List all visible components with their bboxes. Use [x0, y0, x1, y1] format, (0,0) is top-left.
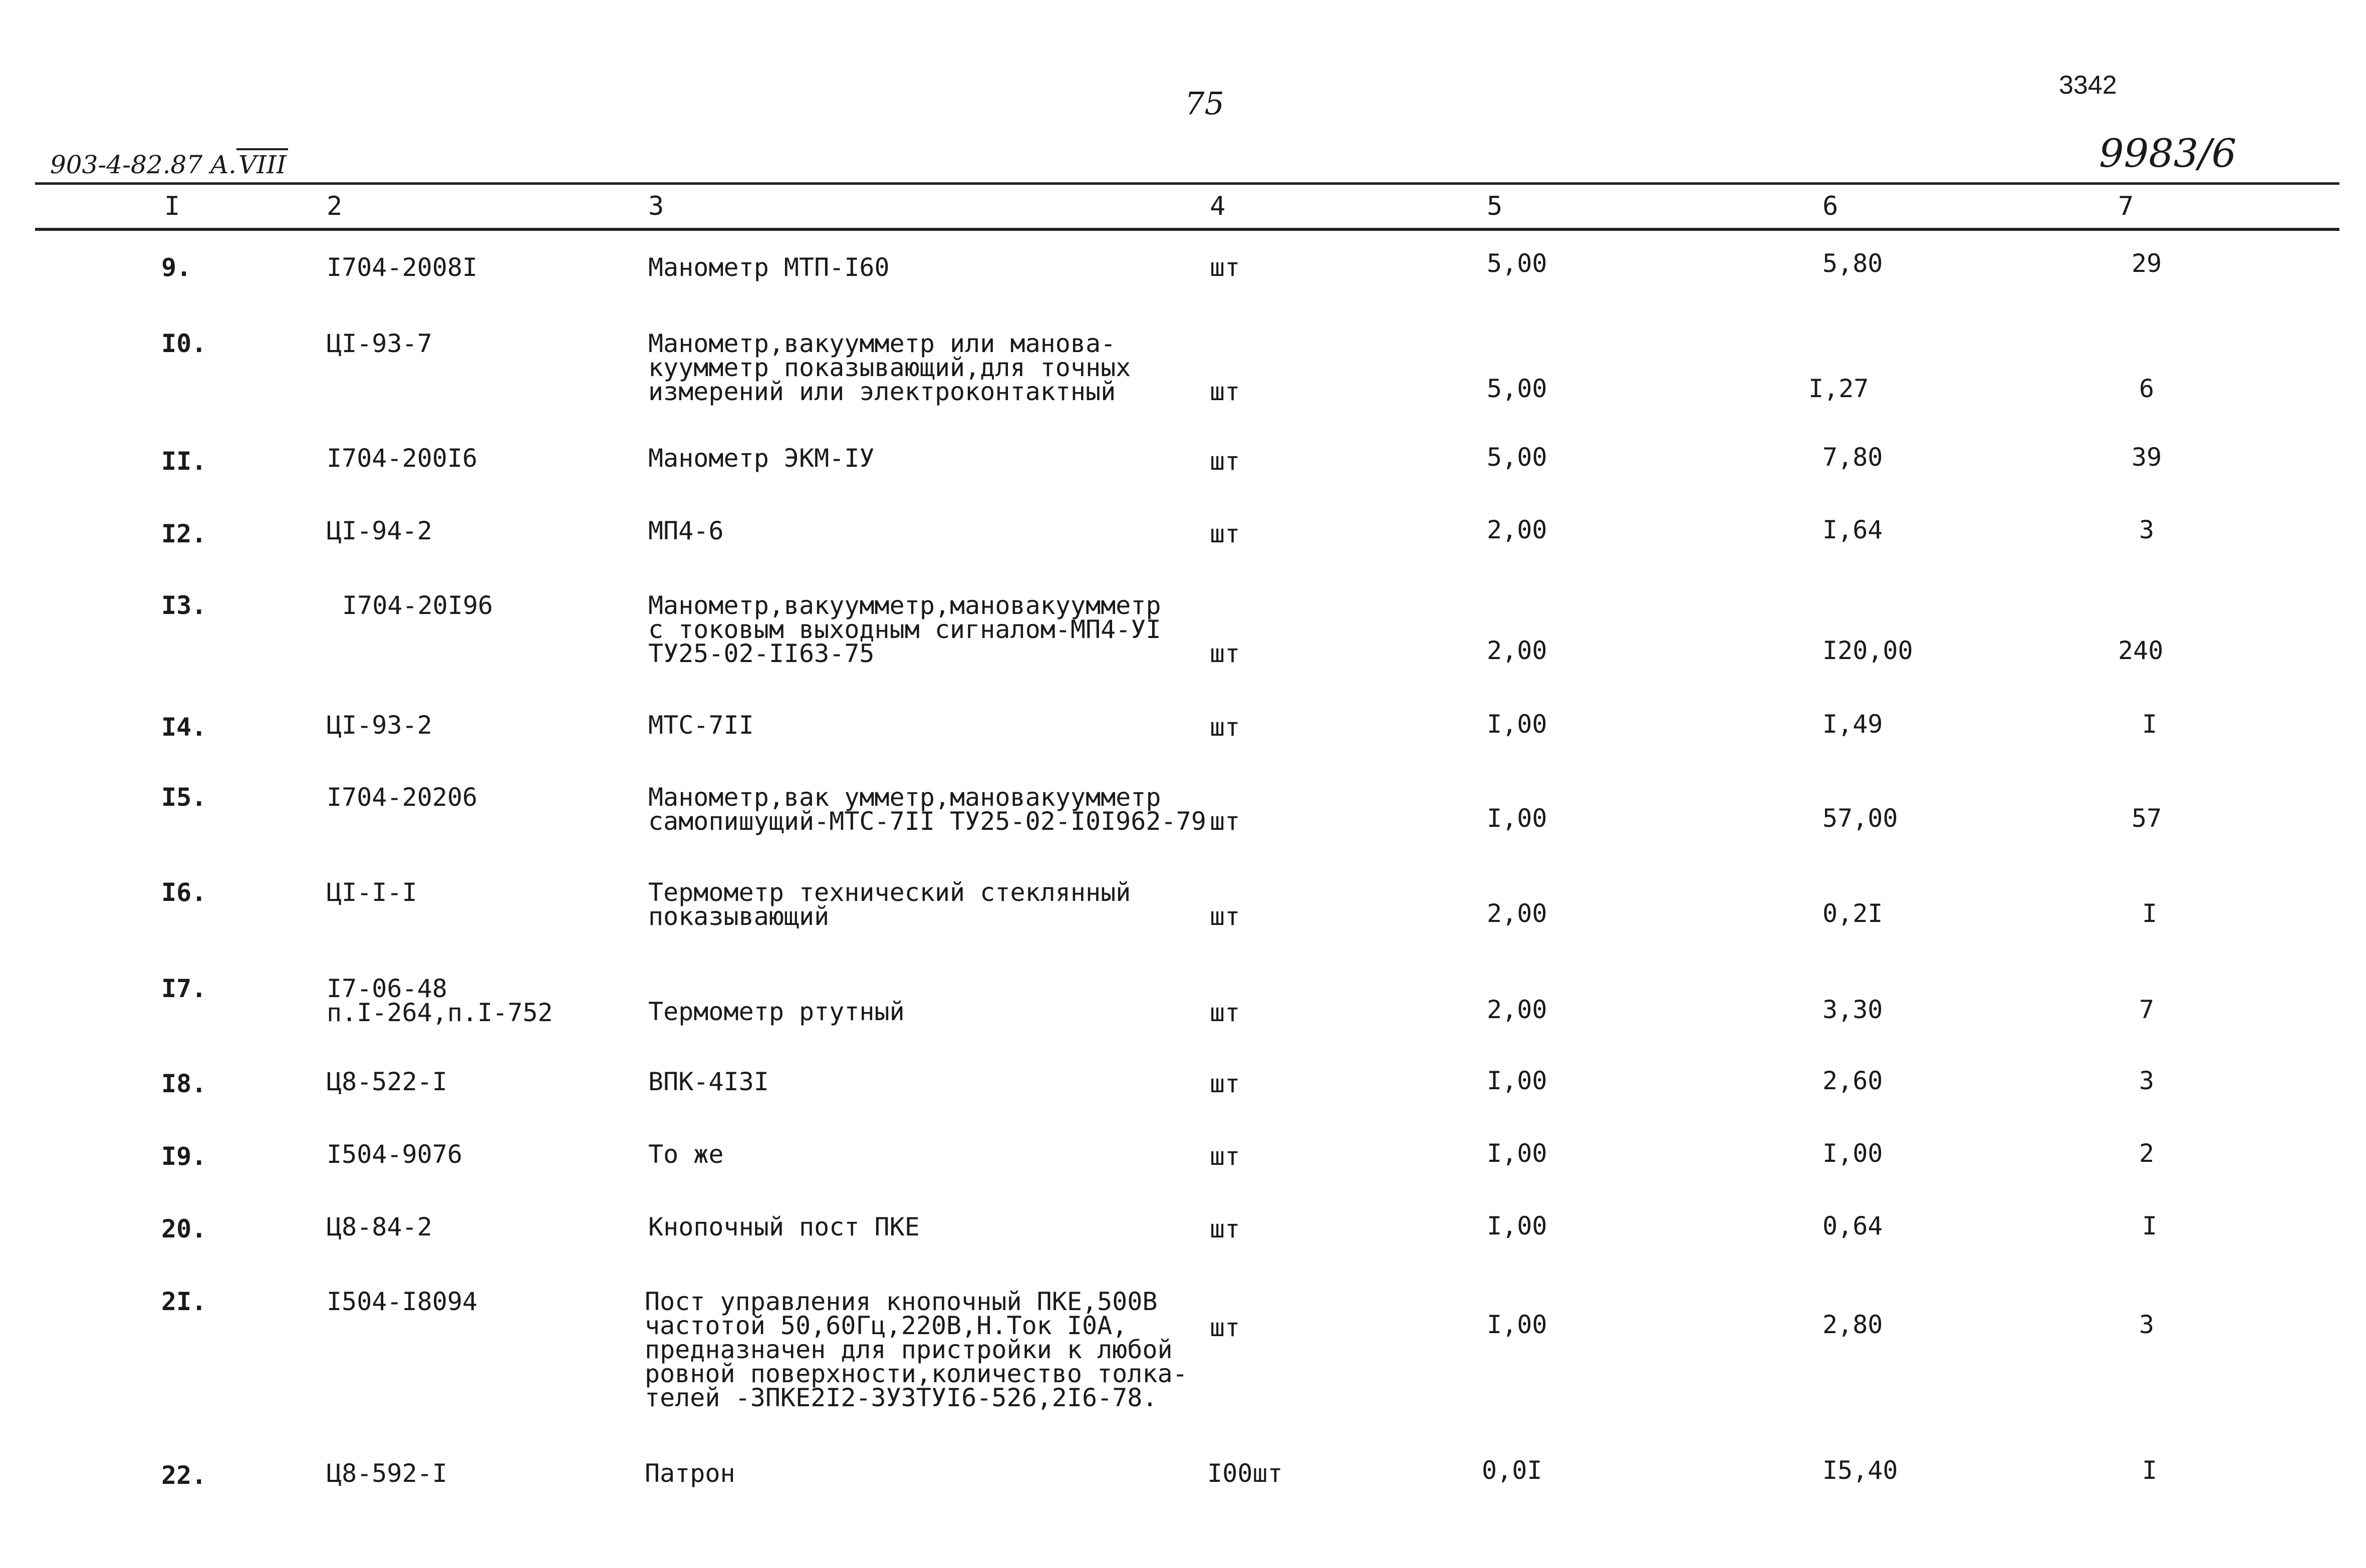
row-quantity: 2,00 — [1487, 995, 1547, 1024]
row-code: ЦI-93-2 — [327, 711, 432, 740]
row-name — [648, 878, 1131, 931]
row-quantity: I,00 — [1487, 1310, 1547, 1339]
row-number: I4. — [161, 713, 207, 742]
table-row — [0, 249, 2366, 285]
row-unit: I00шт — [1207, 1459, 1283, 1488]
row-total: I — [2142, 710, 2158, 739]
row-code-line: п.I-264,п.I-752 — [327, 998, 553, 1027]
document-code — [50, 150, 288, 179]
row-number: II. — [161, 447, 207, 476]
row-name-line: предназначен для пристройки к любой — [645, 1335, 1173, 1364]
row-number: I3. — [161, 591, 207, 620]
row-code: Ц8-84-2 — [327, 1212, 432, 1241]
row-price: 5,80 — [1822, 249, 1883, 278]
row-name-line: измерений или электроконтактный — [648, 377, 1116, 406]
row-number: I5. — [161, 783, 207, 812]
row-code — [327, 974, 553, 1027]
row-quantity: I,00 — [1487, 710, 1547, 739]
row-price: I,49 — [1822, 710, 1883, 739]
row-unit: шт — [1210, 253, 1240, 282]
table-row — [0, 515, 2366, 552]
row-code: ЦI-93-7 — [327, 329, 432, 358]
row-number: 9. — [161, 253, 192, 282]
row-total: 3 — [2139, 515, 2155, 544]
row-name-line: телей -3ПКЕ2I2-3У3ТУI6-526,2I6-78. — [645, 1383, 1158, 1412]
row-name: Манометр ЭКМ-IУ — [648, 444, 875, 473]
row-total: 2 — [2139, 1139, 2155, 1168]
header-rule-bottom — [35, 228, 2339, 231]
column-header-2: 2 — [327, 191, 343, 221]
document-volume: VIII — [236, 148, 288, 179]
row-number: I9. — [161, 1142, 207, 1171]
row-price: 2,60 — [1822, 1066, 1883, 1095]
table-row — [0, 593, 2366, 674]
row-name — [648, 329, 1131, 406]
row-price: I,00 — [1822, 1139, 1883, 1168]
row-quantity: I,00 — [1487, 1066, 1547, 1095]
row-unit: шт — [1210, 519, 1240, 548]
row-quantity: 2,00 — [1487, 515, 1547, 544]
row-name: То же — [648, 1140, 724, 1169]
row-total: I — [2142, 1211, 2158, 1240]
row-price: 7,80 — [1822, 443, 1883, 472]
row-number: I7. — [161, 974, 207, 1003]
page-number: 75 — [1185, 85, 1224, 122]
row-name-line: куумметр показывающий,для точных — [648, 353, 1131, 382]
row-name: Патрон — [645, 1459, 735, 1488]
row-name-line: показывающий — [648, 902, 830, 931]
row-price: I20,00 — [1822, 636, 1913, 665]
row-code: ЦI-I-I — [327, 878, 417, 907]
row-total: 3 — [2139, 1310, 2155, 1339]
table-row — [0, 443, 2366, 479]
row-total: 3 — [2139, 1066, 2155, 1095]
table-row — [0, 710, 2366, 745]
row-quantity: 5,00 — [1487, 374, 1547, 403]
row-quantity: 5,00 — [1487, 249, 1547, 278]
row-unit: шт — [1210, 902, 1240, 931]
row-name-line: Термометр технический стеклянный — [648, 878, 1131, 907]
row-quantity: 2,00 — [1487, 899, 1547, 928]
row-quantity: 5,00 — [1487, 443, 1547, 472]
row-code: I704-200I6 — [327, 444, 478, 473]
row-price: I5,40 — [1822, 1456, 1898, 1485]
row-number: I2. — [161, 519, 207, 548]
row-total: 39 — [2132, 443, 2162, 472]
row-code: Ц8-592-I — [327, 1459, 447, 1488]
table-row — [0, 329, 2366, 412]
row-price: 3,30 — [1822, 995, 1883, 1024]
row-unit: шт — [1210, 713, 1240, 742]
row-name-line: Пост управления кнопочный ПКЕ,500В — [645, 1287, 1158, 1316]
column-header-3: 3 — [648, 191, 664, 221]
row-quantity: I,00 — [1487, 1211, 1547, 1240]
row-unit: шт — [1210, 1214, 1240, 1243]
row-number: I8. — [161, 1069, 207, 1098]
row-code: ЦI-94-2 — [327, 516, 432, 545]
column-header-7: 7 — [2118, 191, 2134, 221]
row-name-line: самопишущий-МТС-7II ТУ25-02-I0I962-79 — [648, 807, 1206, 836]
row-unit: шт — [1210, 1142, 1240, 1171]
row-unit: шт — [1210, 807, 1240, 836]
row-name — [645, 1287, 1188, 1412]
row-quantity: 0,0I — [1482, 1456, 1542, 1485]
row-name: Кнопочный пост ПКЕ — [648, 1212, 920, 1241]
table-row — [0, 1287, 2366, 1415]
header-rule-top — [35, 182, 2339, 185]
table-row — [0, 1139, 2366, 1174]
row-total: I — [2142, 899, 2158, 928]
row-name-line: ровной поверхности,количество толка- — [645, 1359, 1188, 1388]
row-unit: шт — [1210, 377, 1240, 406]
row-name-line: Манометр,вакуумметр или манова- — [648, 329, 1116, 358]
row-name-line: с токовым выходным сигналом-МП4-УI — [648, 615, 1161, 644]
row-total: 29 — [2132, 249, 2162, 278]
row-number: I0. — [161, 329, 207, 358]
column-header-6: 6 — [1822, 191, 1838, 221]
document-code-prefix: 903-4-82.87 A. — [50, 150, 237, 179]
row-name — [648, 593, 1161, 666]
column-header-5: 5 — [1487, 191, 1503, 221]
table-row — [0, 1456, 2366, 1493]
row-price: 2,80 — [1822, 1310, 1883, 1339]
row-price: I,27 — [1808, 374, 1869, 403]
table-row — [0, 1211, 2366, 1247]
row-name-line: частотой 50,60Гц,220В,Н.Ток I0А, — [645, 1311, 1128, 1340]
column-header-1: I — [164, 191, 180, 221]
table-row — [0, 785, 2366, 840]
table-row — [0, 880, 2366, 935]
row-code: Ц8-522-I — [327, 1067, 447, 1096]
row-total: 57 — [2132, 804, 2162, 833]
row-name-line: Манометр,вак умметр,мановакуумметр — [648, 783, 1161, 812]
row-code: I704-2008I — [327, 253, 478, 282]
row-number: 2I. — [161, 1287, 207, 1316]
row-price: 57,00 — [1822, 804, 1898, 833]
sheet-code: 3342 — [2059, 71, 2117, 100]
row-total: 6 — [2139, 374, 2155, 403]
row-number: I6. — [161, 878, 207, 907]
row-name: ВПК-4I3I — [648, 1067, 769, 1096]
row-quantity: I,00 — [1487, 804, 1547, 833]
row-name: Термометр ртутный — [648, 997, 905, 1026]
row-code-line: I7-06-48 — [327, 974, 447, 1003]
table-row — [0, 1066, 2366, 1102]
row-total: 240 — [2118, 636, 2164, 665]
row-code: I504-I8094 — [327, 1287, 478, 1316]
row-unit: шт — [1210, 639, 1240, 668]
row-unit: шт — [1210, 1069, 1240, 1098]
row-unit: шт — [1210, 1313, 1240, 1342]
row-code: I704-20206 — [327, 783, 478, 812]
row-price: 0,2I — [1822, 899, 1883, 928]
archive-number: 9983/6 — [2099, 131, 2237, 176]
row-name: МП4-6 — [648, 516, 724, 545]
row-name: МТС-7II — [648, 711, 754, 740]
row-code: I504-9076 — [327, 1140, 462, 1169]
row-total: 7 — [2139, 995, 2155, 1024]
row-number: 20. — [161, 1214, 207, 1243]
row-price: I,64 — [1822, 515, 1883, 544]
row-name-line: Манометр,вакуумметр,мановакуумметр — [648, 591, 1161, 620]
row-name: Манометр МТП-I60 — [648, 253, 890, 282]
row-price: 0,64 — [1822, 1211, 1883, 1240]
row-code: I704-20I96 — [342, 591, 493, 620]
row-number: 22. — [161, 1461, 207, 1490]
row-unit: шт — [1210, 447, 1240, 476]
row-total: I — [2142, 1456, 2158, 1485]
row-name — [648, 783, 1206, 836]
column-header-4: 4 — [1210, 191, 1226, 221]
table-row — [0, 974, 2366, 1032]
row-name-line: ТУ25-02-II63-75 — [648, 639, 875, 668]
row-quantity: 2,00 — [1487, 636, 1547, 665]
row-quantity: I,00 — [1487, 1139, 1547, 1168]
row-unit: шт — [1210, 998, 1240, 1027]
